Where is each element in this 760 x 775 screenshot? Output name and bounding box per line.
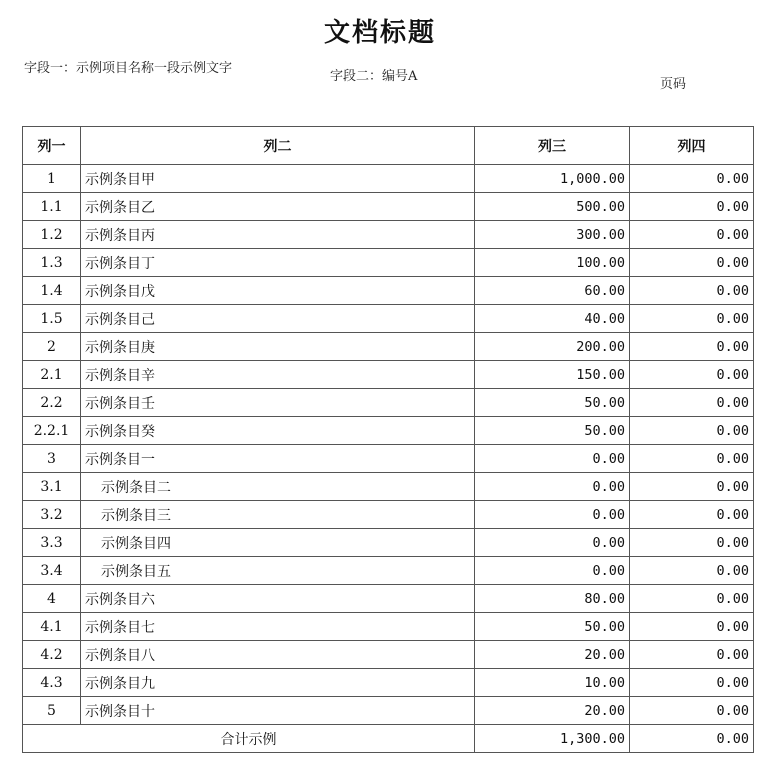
table-row — [23, 389, 754, 417]
row-index: 1.1 — [23, 193, 81, 221]
project-name: 字段一：示例项目名称一段示例文字 — [24, 61, 233, 76]
table-row — [23, 277, 754, 305]
row-index: 3.1 — [23, 473, 81, 501]
row-provisional: 0.00 — [630, 221, 754, 249]
row-amount: 50.00 — [475, 389, 630, 417]
header-provisional: 列四 — [630, 127, 754, 165]
row-amount: 10.00 — [475, 669, 630, 697]
row-provisional: 0.00 — [630, 501, 754, 529]
row-provisional: 0.00 — [630, 361, 754, 389]
page-indicator: 页码 — [660, 77, 687, 92]
document-title: 文档标题 — [323, 18, 436, 48]
row-amount: 0.00 — [475, 529, 630, 557]
row-index: 2 — [23, 333, 81, 361]
row-content: 示例条目九 — [81, 669, 475, 697]
row-amount: 80.00 — [475, 585, 630, 613]
row-content: 示例条目丙 — [81, 221, 475, 249]
row-index: 5 — [23, 697, 81, 725]
row-amount: 0.00 — [475, 557, 630, 585]
row-index: 3.3 — [23, 529, 81, 557]
row-content: 示例条目四 — [81, 529, 475, 557]
table-row — [23, 557, 754, 585]
row-provisional: 0.00 — [630, 445, 754, 473]
section-code: 字段二：编号A — [330, 69, 418, 84]
row-index: 1 — [23, 165, 81, 193]
row-provisional: 0.00 — [630, 417, 754, 445]
row-content: 示例条目己 — [81, 305, 475, 333]
row-amount: 200.00 — [475, 333, 630, 361]
row-index: 3.2 — [23, 501, 81, 529]
row-content: 示例条目三 — [81, 501, 475, 529]
row-provisional: 0.00 — [630, 473, 754, 501]
table-row — [23, 361, 754, 389]
row-content: 示例条目六 — [81, 585, 475, 613]
total-provisional: 0.00 — [630, 725, 754, 753]
row-index: 4.1 — [23, 613, 81, 641]
row-content: 示例条目丁 — [81, 249, 475, 277]
table-row — [23, 585, 754, 613]
table-row — [23, 445, 754, 473]
row-amount: 500.00 — [475, 193, 630, 221]
row-provisional: 0.00 — [630, 333, 754, 361]
row-index: 1.2 — [23, 221, 81, 249]
row-content: 示例条目辛 — [81, 361, 475, 389]
row-provisional: 0.00 — [630, 585, 754, 613]
row-amount: 50.00 — [475, 417, 630, 445]
header-index: 列一 — [23, 127, 81, 165]
row-provisional: 0.00 — [630, 641, 754, 669]
row-index: 4.3 — [23, 669, 81, 697]
row-provisional: 0.00 — [630, 249, 754, 277]
row-provisional: 0.00 — [630, 305, 754, 333]
row-index: 1.5 — [23, 305, 81, 333]
row-amount: 0.00 — [475, 501, 630, 529]
row-content: 示例条目甲 — [81, 165, 475, 193]
row-amount: 100.00 — [475, 249, 630, 277]
table-row — [23, 193, 754, 221]
table-row — [23, 501, 754, 529]
row-content: 示例条目戊 — [81, 277, 475, 305]
row-amount: 50.00 — [475, 613, 630, 641]
row-amount: 20.00 — [475, 641, 630, 669]
table-row — [23, 641, 754, 669]
total-row — [23, 725, 754, 753]
row-amount: 60.00 — [475, 277, 630, 305]
table-row — [23, 613, 754, 641]
row-provisional: 0.00 — [630, 613, 754, 641]
table-row — [23, 249, 754, 277]
row-amount: 0.00 — [475, 445, 630, 473]
table-row — [23, 165, 754, 193]
table-row — [23, 529, 754, 557]
row-provisional: 0.00 — [630, 669, 754, 697]
row-index: 2.2.1 — [23, 417, 81, 445]
row-content: 示例条目八 — [81, 641, 475, 669]
row-amount: 1,000.00 — [475, 165, 630, 193]
row-amount: 20.00 — [475, 697, 630, 725]
table-row — [23, 697, 754, 725]
row-amount: 150.00 — [475, 361, 630, 389]
header-amount: 列三 — [475, 127, 630, 165]
row-amount: 40.00 — [475, 305, 630, 333]
row-provisional: 0.00 — [630, 277, 754, 305]
table-row — [23, 473, 754, 501]
row-amount: 300.00 — [475, 221, 630, 249]
row-index: 2.2 — [23, 389, 81, 417]
row-content: 示例条目五 — [81, 557, 475, 585]
row-content: 示例条目二 — [81, 473, 475, 501]
table-row — [23, 305, 754, 333]
header-content: 列二 — [81, 127, 475, 165]
row-provisional: 0.00 — [630, 557, 754, 585]
row-content: 示例条目乙 — [81, 193, 475, 221]
row-provisional: 0.00 — [630, 529, 754, 557]
row-index: 4.2 — [23, 641, 81, 669]
row-index: 3.4 — [23, 557, 81, 585]
row-index: 4 — [23, 585, 81, 613]
summary-table — [22, 126, 754, 753]
row-provisional: 0.00 — [630, 165, 754, 193]
row-index: 1.4 — [23, 277, 81, 305]
row-content: 示例条目壬 — [81, 389, 475, 417]
row-index: 3 — [23, 445, 81, 473]
row-content: 示例条目十 — [81, 697, 475, 725]
total-label: 合计示例 — [23, 725, 475, 753]
row-amount: 0.00 — [475, 473, 630, 501]
table-row — [23, 333, 754, 361]
total-amount: 1,300.00 — [475, 725, 630, 753]
row-content: 示例条目庚 — [81, 333, 475, 361]
table-row — [23, 417, 754, 445]
row-content: 示例条目一 — [81, 445, 475, 473]
table-header-row — [23, 127, 754, 165]
row-provisional: 0.00 — [630, 697, 754, 725]
table-row — [23, 669, 754, 697]
row-provisional: 0.00 — [630, 389, 754, 417]
row-index: 1.3 — [23, 249, 81, 277]
row-content: 示例条目七 — [81, 613, 475, 641]
row-provisional: 0.00 — [630, 193, 754, 221]
row-content: 示例条目癸 — [81, 417, 475, 445]
table-row — [23, 221, 754, 249]
row-index: 2.1 — [23, 361, 81, 389]
